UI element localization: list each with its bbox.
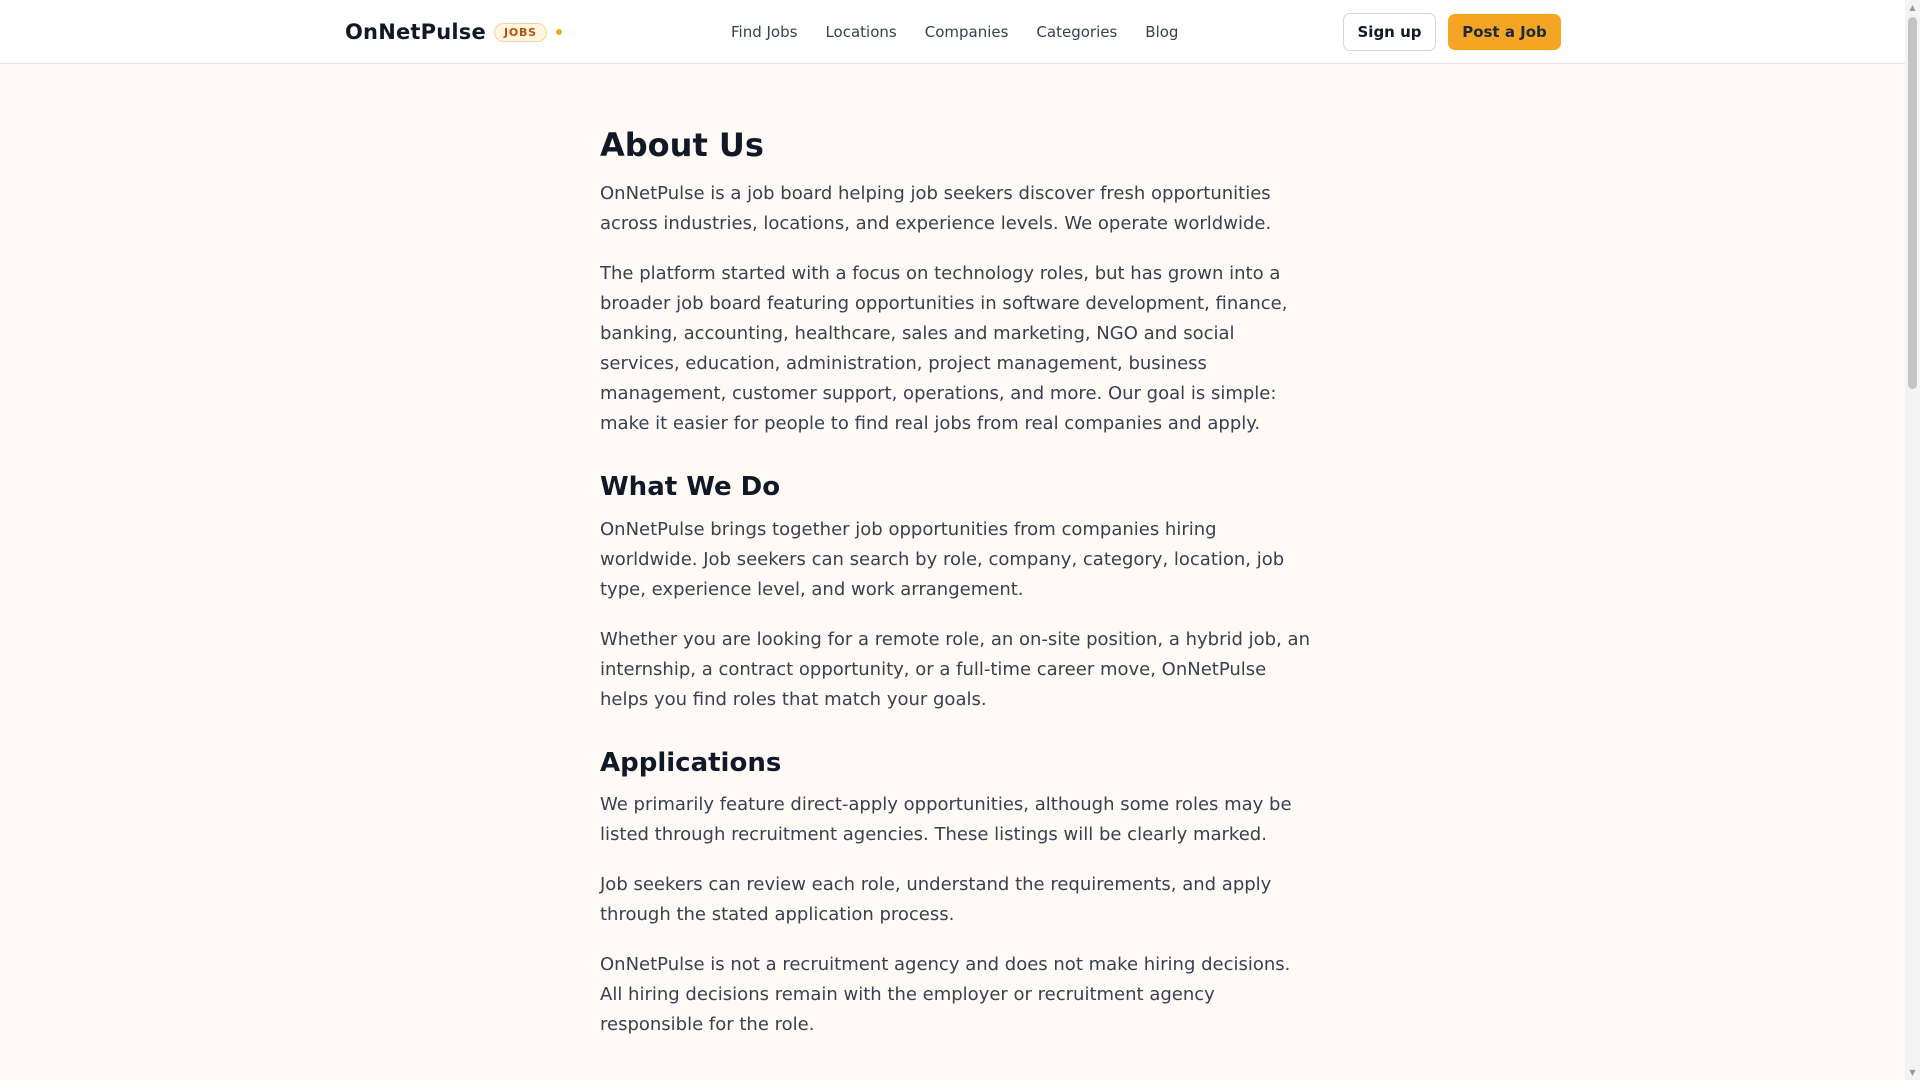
sign-up-button[interactable]: Sign up	[1343, 13, 1436, 51]
page-title: About Us	[600, 126, 764, 164]
nav-link-companies[interactable]: Companies	[924, 23, 1009, 41]
section-heading-applications: Applications	[600, 747, 782, 778]
section-paragraph: We primarily feature direct-apply opportunities, although some roles may be listed through recruitment agencies. These listings will be clearly marked.	[600, 793, 1292, 845]
brand-dot-icon	[556, 29, 562, 35]
intro-paragraph: The platform started with a focus on technology roles, but has grown into a broader job board featuring opportunities in software development, finance, banking, accounting, healthcare, sales and marketing, NGO and social services, education, administration, project management, business management, customer support, operations, and more. Our goal is simple: make it easier for people to find real jobs from real companies and apply.	[600, 263, 1288, 435]
scroll-down-arrow-icon[interactable]: ▼	[1909, 1068, 1916, 1077]
section-paragraph: Job seekers can review each role, understand the requirements, and apply through the stated application process.	[600, 873, 1272, 925]
scroll-up-arrow-icon[interactable]: ▲	[1909, 3, 1916, 12]
brand-name: OnNetPulse	[345, 20, 486, 44]
section-paragraph: Whether you are looking for a remote role, an on-site position, a hybrid job, an internship, a contract opportunity, or a full-time career move, OnNetPulse helps you find roles that match your goals.	[600, 628, 1310, 710]
nav-link-blog[interactable]: Blog	[1145, 23, 1179, 41]
nav-link-find-jobs[interactable]: Find Jobs	[731, 23, 798, 41]
nav-link-locations[interactable]: Locations	[825, 23, 897, 41]
brand-badge: JOBS	[494, 23, 547, 42]
section-heading-what-we-do: What We Do	[600, 472, 781, 503]
intro-paragraph: OnNetPulse is a job board helping job seekers discover fresh opportunities across industries, locations, and experience levels. We operate worldwide.	[600, 183, 1272, 235]
top-navigation-bar	[0, 0, 1905, 64]
section-paragraph: OnNetPulse brings together job opportunities from companies hiring worldwide. Job seekers can search by role, company, category, location, job type, experience level, and work arrangement.	[600, 518, 1285, 600]
main-nav	[731, 0, 1178, 64]
vertical-scrollbar[interactable]	[1905, 0, 1920, 1080]
section-paragraph: OnNetPulse is not a recruitment agency and does not make hiring decisions. All hiring decisions remain with the employer or recruitment agency responsible for the role.	[600, 953, 1291, 1035]
post-a-job-button[interactable]: Post a Job	[1448, 14, 1561, 50]
nav-link-categories[interactable]: Categories	[1036, 23, 1118, 41]
scrollbar-thumb[interactable]	[1908, 17, 1917, 389]
about-content	[600, 64, 1310, 1040]
brand-logo[interactable]	[345, 0, 562, 64]
